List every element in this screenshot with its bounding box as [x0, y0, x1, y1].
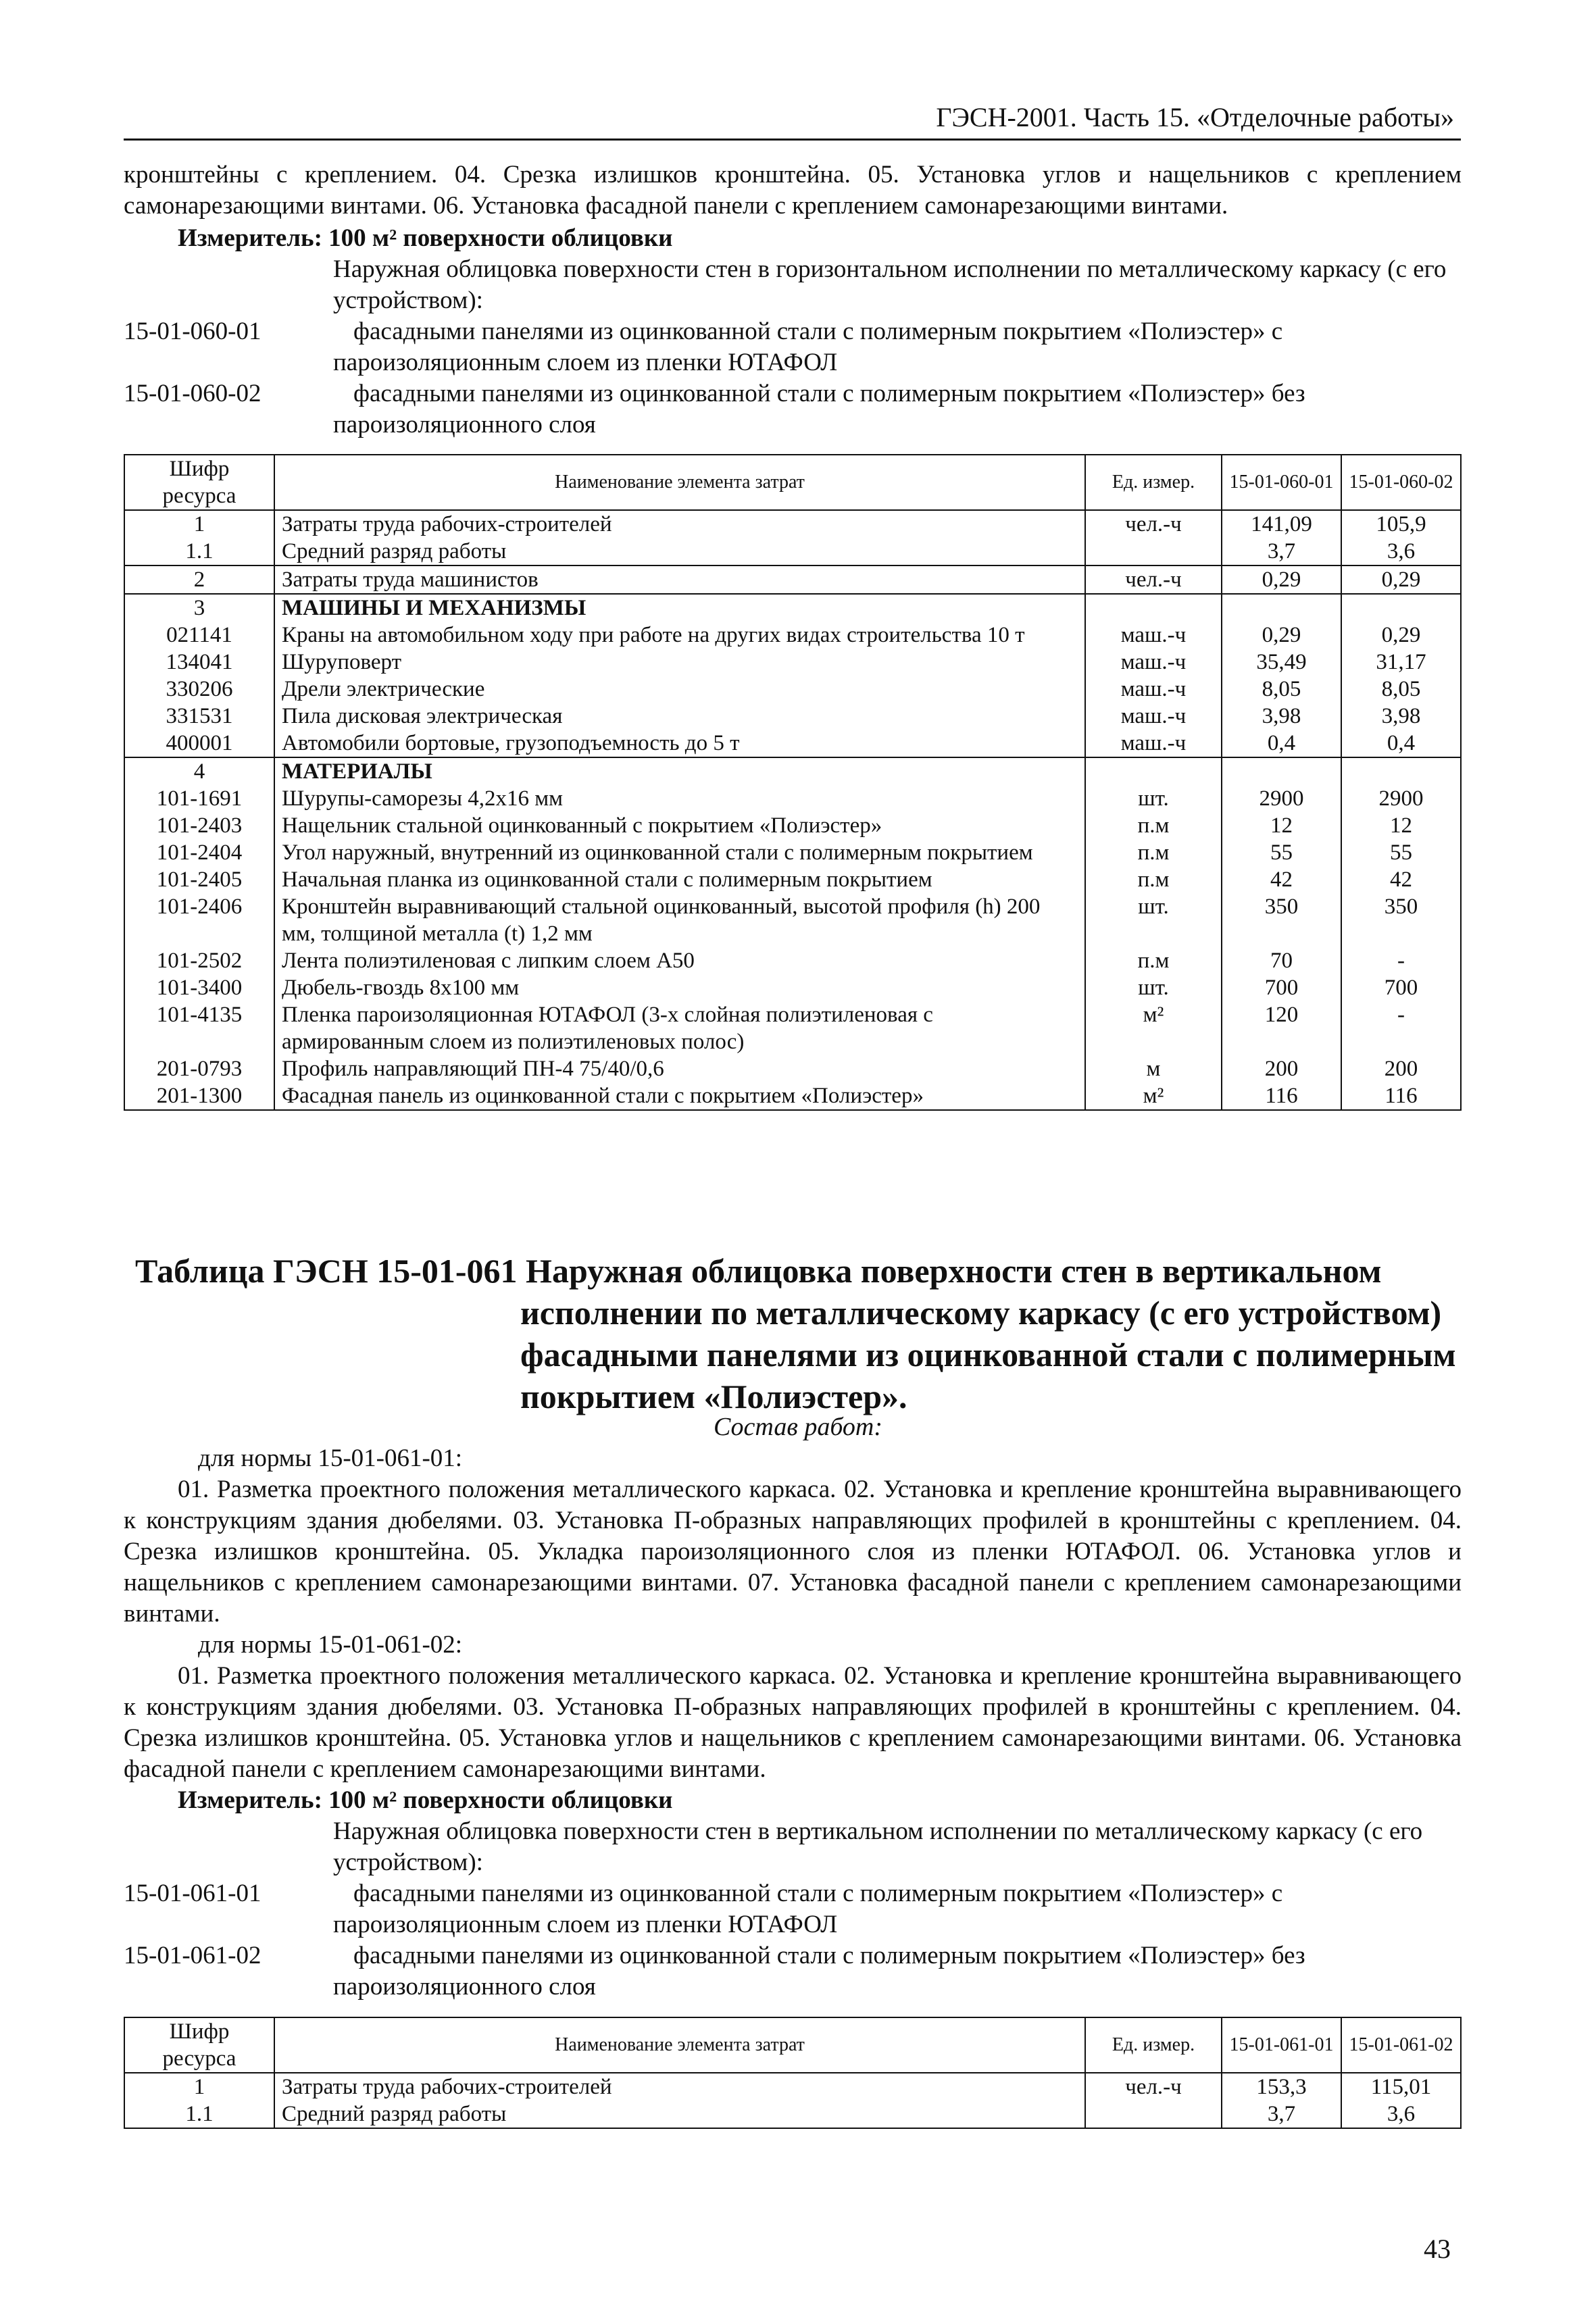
norm-text: фасадными панелями из оцинкованной стали с полимерным покрытием «Полиэстер» без пароизоляционного слоя [333, 1942, 1305, 2001]
table-row [124, 974, 1461, 1001]
cell-name: Средний разряд работы [274, 2101, 1085, 2128]
header-code: Шифр ресурса [124, 2017, 274, 2073]
cell-code: 101-2404 [124, 839, 274, 866]
cell-code: 201-0793 [124, 1055, 274, 1082]
cell-code: 021141 [124, 622, 274, 649]
top-meter-block [124, 223, 1462, 441]
cell-norm-1: 153,3 [1222, 2073, 1341, 2101]
cell-norm-2: 105,9 [1341, 510, 1461, 538]
header-name: Наименование элемента затрат [274, 2017, 1085, 2073]
norm-code: 15-01-060-02 [124, 380, 261, 407]
cell-norm-2: 31,17 [1341, 649, 1461, 676]
header-code: Шифр ресурса [124, 455, 274, 510]
cell-unit: м [1085, 1055, 1222, 1082]
cell-code: 1 [124, 510, 274, 538]
norm-description: Наружная облицовка поверхности стен в горизонтальном исполнении по металлическому каркасу (с его устройством): [333, 255, 1447, 314]
cell-norm-2: - [1341, 947, 1461, 974]
cell-code: 101-4135 [124, 1001, 274, 1055]
table-row [124, 730, 1461, 757]
norm-entry [124, 1878, 1462, 1940]
cell-norm-2: 116 [1341, 1082, 1461, 1110]
cell-norm-1: 700 [1222, 974, 1341, 1001]
cell-name: МАШИНЫ И МЕХАНИЗМЫ [274, 594, 1085, 622]
cell-name: Затраты труда рабочих-строителей [274, 510, 1085, 538]
norm1-label: для нормы 15-01-061-01: [198, 1444, 463, 1472]
cell-name: МАТЕРИАЛЫ [274, 757, 1085, 785]
table-row [124, 594, 1461, 622]
cell-norm-2: - [1341, 1001, 1461, 1055]
cell-norm-1 [1222, 594, 1341, 622]
cell-norm-1: 3,7 [1222, 2101, 1341, 2128]
cell-norm-1: 0,4 [1222, 730, 1341, 757]
table-title-lead: Таблица ГЭСН 15-01-061 Наружная облицовка поверхности стен в вертикальном [135, 1252, 1382, 1290]
cell-code: 331531 [124, 703, 274, 730]
table-row [124, 703, 1461, 730]
table-body [124, 510, 1461, 1110]
cell-name: Дрели электрические [274, 676, 1085, 703]
cell-name: Шурупы-саморезы 4,2х16 мм [274, 785, 1085, 812]
cell-unit: чел.-ч [1085, 565, 1222, 594]
cell-unit: маш.-ч [1085, 649, 1222, 676]
cell-name: Средний разряд работы [274, 538, 1085, 565]
table-row [124, 839, 1461, 866]
work-composition-heading: Состав работ: [713, 1413, 883, 1441]
table-row [124, 866, 1461, 893]
cell-norm-1: 0,29 [1222, 565, 1341, 594]
cell-code: 201-1300 [124, 1082, 274, 1110]
cell-unit: маш.-ч [1085, 622, 1222, 649]
cell-norm-2: 3,6 [1341, 538, 1461, 565]
norm-entry [124, 378, 1462, 441]
cell-name: Лента полиэтиленовая с липким слоем А50 [274, 947, 1085, 974]
cell-code: 1.1 [124, 2101, 274, 2128]
cell-norm-1: 8,05 [1222, 676, 1341, 703]
cell-name: Пила дисковая электрическая [274, 703, 1085, 730]
cell-code: 101-2403 [124, 812, 274, 839]
cell-unit: маш.-ч [1085, 676, 1222, 703]
cell-norm-2: 115,01 [1341, 2073, 1461, 2101]
meter-line: Измеритель: 100 м² поверхности облицовки [178, 224, 673, 252]
cell-code: 3 [124, 594, 274, 622]
cell-name: Кронштейн выравнивающий стальной оцинкованный, высотой профиля (h) 200 мм, толщиной металла (t) 1,2 мм [274, 893, 1085, 947]
table-row [124, 2073, 1461, 2101]
resource-table-061 [124, 2017, 1462, 2129]
cell-norm-2: 0,4 [1341, 730, 1461, 757]
cell-name: Шуруповерт [274, 649, 1085, 676]
table-row [124, 785, 1461, 812]
cell-code: 101-2405 [124, 866, 274, 893]
cell-norm-1: 42 [1222, 866, 1341, 893]
cell-norm-2: 8,05 [1341, 676, 1461, 703]
norm-text: фасадными панелями из оцинкованной стали с полимерным покрытием «Полиэстер» с пароизоляционным слоем из пленки ЮТАФОЛ [333, 318, 1283, 376]
cell-norm-2: 350 [1341, 893, 1461, 947]
table-row [124, 893, 1461, 947]
cell-code: 101-3400 [124, 974, 274, 1001]
table-header-row [124, 2017, 1461, 2073]
cell-norm-1: 35,49 [1222, 649, 1341, 676]
meter-line: Измеритель: 100 м² поверхности облицовки [178, 1786, 673, 1814]
norm-entry [124, 1940, 1462, 2003]
cell-unit: м² [1085, 1082, 1222, 1110]
norm-text: фасадными панелями из оцинкованной стали с полимерным покрытием «Полиэстер» без пароизоляционного слоя [333, 380, 1305, 438]
table-row [124, 757, 1461, 785]
cell-norm-1: 70 [1222, 947, 1341, 974]
norm-code: 15-01-061-02 [124, 1942, 261, 1969]
table-row [124, 649, 1461, 676]
table-row [124, 510, 1461, 538]
cell-norm-2: 200 [1341, 1055, 1461, 1082]
header-norm-2: 15-01-060-02 [1341, 455, 1461, 510]
cell-code: 4 [124, 757, 274, 785]
norm-code: 15-01-060-01 [124, 318, 261, 345]
cell-unit: п.м [1085, 947, 1222, 974]
table-row [124, 1001, 1461, 1055]
cell-norm-1: 116 [1222, 1082, 1341, 1110]
cell-norm-2: 0,29 [1341, 565, 1461, 594]
cell-name: Затраты труда рабочих-строителей [274, 2073, 1085, 2101]
cell-unit: шт. [1085, 785, 1222, 812]
cell-name: Краны на автомобильном ходу при работе на других видах строительства 10 т [274, 622, 1085, 649]
cell-code: 1 [124, 2073, 274, 2101]
cell-norm-1: 3,7 [1222, 538, 1341, 565]
header-norm-1: 15-01-061-01 [1222, 2017, 1341, 2073]
cell-code: 1.1 [124, 538, 274, 565]
cell-unit: п.м [1085, 839, 1222, 866]
table-row [124, 812, 1461, 839]
cell-code: 101-2502 [124, 947, 274, 974]
cell-norm-1: 350 [1222, 893, 1341, 947]
cell-name: Фасадная панель из оцинкованной стали с покрытием «Полиэстер» [274, 1082, 1085, 1110]
cell-norm-1: 2900 [1222, 785, 1341, 812]
cell-norm-2: 3,6 [1341, 2101, 1461, 2128]
cell-norm-2: 700 [1341, 974, 1461, 1001]
table-row [124, 538, 1461, 565]
norm2-label: для нормы 15-01-061-02: [198, 1631, 463, 1659]
cell-name: Профиль направляющий ПН-4 75/40/0,6 [274, 1055, 1085, 1082]
cell-code: 400001 [124, 730, 274, 757]
table-row [124, 1055, 1461, 1082]
cell-name: Пленка пароизоляционная ЮТАФОЛ (3-х слойная полиэтиленовая с армированным слоем из полиэтиленовых полос) [274, 1001, 1085, 1055]
cell-name: Начальная планка из оцинкованной стали с полимерным покрытием [274, 866, 1085, 893]
cell-unit: п.м [1085, 812, 1222, 839]
cell-unit [1085, 757, 1222, 785]
cell-norm-1: 141,09 [1222, 510, 1341, 538]
cell-norm-2 [1341, 594, 1461, 622]
header-unit: Ед. измер. [1085, 2017, 1222, 2073]
cell-norm-1: 120 [1222, 1001, 1341, 1055]
cell-code: 330206 [124, 676, 274, 703]
work-composition-continuation: кронштейны с креплением. 04. Срезка излишков кронштейна. 05. Установка углов и нащельников с креплением самонарезающими винтами. 06. Установка фасадной панели с креплением самонарезающими винтами. [124, 161, 1462, 220]
cell-unit: маш.-ч [1085, 730, 1222, 757]
cell-unit [1085, 538, 1222, 565]
table-row [124, 676, 1461, 703]
cell-name: Затраты труда машинистов [274, 565, 1085, 594]
cell-code: 2 [124, 565, 274, 594]
cell-unit: чел.-ч [1085, 2073, 1222, 2101]
cell-norm-1: 200 [1222, 1055, 1341, 1082]
cell-name: Автомобили бортовые, грузоподъемность до 5 т [274, 730, 1085, 757]
cell-unit [1085, 2101, 1222, 2128]
cell-norm-1: 3,98 [1222, 703, 1341, 730]
cell-norm-1: 0,29 [1222, 622, 1341, 649]
cell-unit [1085, 594, 1222, 622]
norm-text: фасадными панелями из оцинкованной стали с полимерным покрытием «Полиэстер» с пароизоляционным слоем из пленки ЮТАФОЛ [333, 1880, 1283, 1938]
running-header: ГЭСН-2001. Часть 15. «Отделочные работы» [936, 102, 1454, 132]
cell-norm-2: 42 [1341, 866, 1461, 893]
cell-code: 101-2406 [124, 893, 274, 947]
cell-norm-1: 12 [1222, 812, 1341, 839]
table-title-rest: исполнении по металлическому каркасу (с его устройством) фасадными панелями из оцинкованной стали с полимерным покрытием «Полиэстер». [520, 1294, 1456, 1415]
table-header-row [124, 455, 1461, 510]
cell-unit: м² [1085, 1001, 1222, 1055]
norm-code: 15-01-061-01 [124, 1880, 261, 1907]
cell-unit: шт. [1085, 974, 1222, 1001]
norm1-work-block [124, 1443, 1462, 1785]
cell-code: 134041 [124, 649, 274, 676]
cell-name: Нащельник стальной оцинкованный с покрытием «Полиэстер» [274, 812, 1085, 839]
norm2-text: 01. Разметка проектного положения металлического каркаса. 02. Установка и крепление кронштейна выравнивающего к конструкциям здания дюбелями. 03. Установка П-образных направляющих профилей в кронштейны с креплением. 04. Срезка излишков кронштейна. 05. Установка углов и нащельников с креплением самонарезающими винтами. 06. Установка фасадной панели с креплением самонарезающими винтами. [124, 1662, 1462, 1783]
table-row [124, 2101, 1461, 2128]
bottom-meter-block [124, 1785, 1462, 2003]
cell-unit: маш.-ч [1085, 703, 1222, 730]
cell-norm-2 [1341, 757, 1461, 785]
table-row [124, 565, 1461, 594]
header-name: Наименование элемента затрат [274, 455, 1085, 510]
cell-name: Угол наружный, внутренний из оцинкованной стали с полимерным покрытием [274, 839, 1085, 866]
cell-unit: шт. [1085, 893, 1222, 947]
cell-norm-2: 3,98 [1341, 703, 1461, 730]
cell-norm-2: 0,29 [1341, 622, 1461, 649]
header-norm-1: 15-01-060-01 [1222, 455, 1341, 510]
cell-unit: п.м [1085, 866, 1222, 893]
cell-code: 101-1691 [124, 785, 274, 812]
cell-norm-2: 2900 [1341, 785, 1461, 812]
cell-unit: чел.-ч [1085, 510, 1222, 538]
table-title [135, 1250, 1460, 1417]
page-number: 43 [1424, 2234, 1451, 2264]
cell-name: Дюбель-гвоздь 8х100 мм [274, 974, 1085, 1001]
norm-description: Наружная облицовка поверхности стен в вертикальном исполнении по металлическому каркасу (с его устройством): [333, 1817, 1423, 1876]
table-row [124, 947, 1461, 974]
cell-norm-2: 12 [1341, 812, 1461, 839]
resource-table-060 [124, 454, 1462, 1111]
table-body [124, 2073, 1461, 2128]
header-norm-2: 15-01-061-02 [1341, 2017, 1461, 2073]
cell-norm-2: 55 [1341, 839, 1461, 866]
table-row [124, 1082, 1461, 1110]
norm1-text: 01. Разметка проектного положения металлического каркаса. 02. Установка и крепление кронштейна выравнивающего к конструкциям здания дюбелями. 03. Установка П-образных направляющих профилей в кронштейны с креплением. 04. Срезка излишков кронштейна. 05. Укладка пароизоляционного слоя из пленки ЮТАФОЛ. 06. Установка углов и нащельников с креплением самонарезающими винтами. 07. Установка фасадной панели с креплением самонарезающими винтами. [124, 1476, 1462, 1628]
table-row [124, 622, 1461, 649]
header-unit: Ед. измер. [1085, 455, 1222, 510]
header-rule [124, 139, 1461, 141]
cell-norm-1: 55 [1222, 839, 1341, 866]
cell-norm-1 [1222, 757, 1341, 785]
norm-entry [124, 316, 1462, 378]
